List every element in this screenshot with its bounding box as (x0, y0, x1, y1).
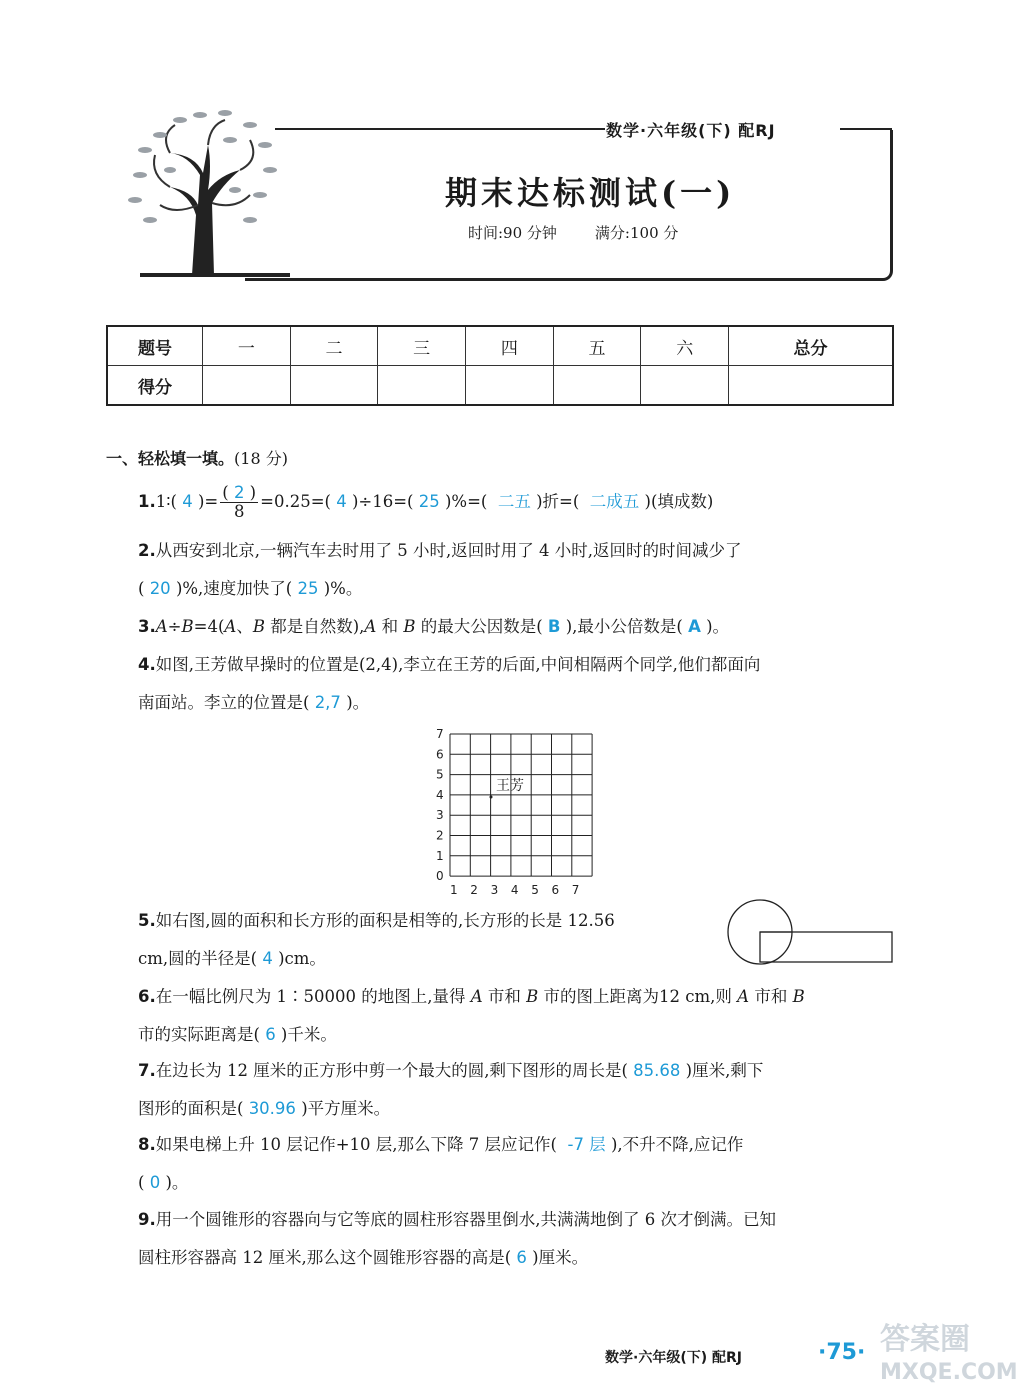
question-8: 8.如果电梯上升 10 层记作+10 层,那么下降 7 层应记作( -7 层 ),不升不降,应记作 ( 0 )。 (138, 1135, 744, 1192)
question-9 (138, 1201, 776, 1277)
question-number: 9. (138, 1210, 156, 1229)
question-text: )。 (346, 693, 370, 712)
watermark-url: MXQE.COM (880, 1360, 1018, 1385)
score-field[interactable] (466, 366, 554, 406)
answer: 6 (265, 1025, 276, 1044)
denominator: 8 (233, 502, 245, 521)
question-note: (填成数) (650, 492, 714, 511)
table-cell: 四 (466, 326, 554, 366)
answer: -7 层 (567, 1135, 606, 1154)
question-4 (138, 646, 760, 722)
exam-info (468, 222, 716, 243)
table-row (107, 366, 893, 406)
y-tick-label: 1 (436, 848, 444, 863)
score-table (106, 325, 894, 406)
answer: 二成五 (589, 492, 640, 511)
y-tick-label: 5 (436, 767, 444, 782)
answer: A (688, 617, 701, 636)
x-tick-label: 4 (510, 883, 519, 898)
question-number: 5. (138, 911, 156, 930)
question-number: 2. (138, 541, 156, 560)
full-score: 满分:100 分 (594, 224, 679, 242)
coordinate-grid (430, 728, 605, 898)
question-text: )平方厘米。 (301, 1099, 391, 1118)
question-number: 4. (138, 655, 156, 674)
question-text: 用一个圆锥形的容器向与它等底的圆柱形容器里倒水,共满满地倒了 6 次才倒满。已知 (155, 1210, 776, 1229)
score-field[interactable] (729, 366, 893, 406)
circle-rectangle-figure (722, 898, 897, 970)
section-points: (18 分) (234, 449, 288, 468)
x-tick-label: 1 (450, 883, 458, 898)
y-tick-label: 3 (436, 808, 444, 823)
answer: 85.68 (633, 1061, 681, 1080)
question-text: )cm。 (278, 949, 326, 968)
question-text: )。 (165, 1173, 189, 1192)
table-cell: 二 (290, 326, 378, 366)
y-tick-label: 0 (436, 869, 444, 884)
question-text: 在边长为 12 厘米的正方形中剪一个最大的圆,剩下图形的周长是( (155, 1061, 628, 1080)
table-row (107, 326, 893, 366)
question-text: )%,速度加快了( (175, 579, 293, 598)
x-tick-label: 3 (490, 883, 499, 898)
y-tick-label: 7 (436, 727, 444, 741)
x-tick-label: 7 (571, 883, 580, 898)
question-text: 南面站。李立的位置是( (138, 693, 310, 712)
question-number: 3. (138, 617, 156, 636)
answer: B (547, 617, 561, 636)
y-tick-label: 6 (436, 747, 444, 762)
answer: 4 (336, 492, 347, 511)
table-cell: 总分 (729, 326, 893, 366)
table-cell: 三 (378, 326, 466, 366)
question-text: )%。 (323, 579, 363, 598)
answer: 4 (182, 492, 193, 511)
question-text: cm,圆的半径是( (138, 949, 258, 968)
question-text: 如果电梯上升 10 层记作+10 层,那么下降 7 层应记作( (155, 1135, 557, 1154)
question-7 (138, 1052, 763, 1128)
question-number: 6. (138, 987, 156, 1006)
page-number-value: 75 (826, 1340, 857, 1365)
section-title: 一、轻松填一填。 (106, 449, 235, 468)
answer: 2,7 (314, 693, 341, 712)
question-text: 圆柱形容器高 12 厘米,那么这个圆锥形容器的高是( (138, 1248, 512, 1267)
score-field[interactable] (553, 366, 641, 406)
table-cell: 得分 (107, 366, 203, 406)
question-6: 6.在一幅比例尺为 1∶50000 的地图上,量得 A 市和 B 市的图上距离为12 cm,则 A 市和 B 市的实际距离是( 6 )千米。 (138, 987, 805, 1044)
question-text: 图形的面积是( (138, 1099, 244, 1118)
position-dot (490, 796, 493, 799)
x-tick-label: 6 (551, 883, 560, 898)
page-number: ·75· (818, 1340, 866, 1365)
answer: 2 (233, 483, 245, 502)
y-tick-label: 2 (436, 828, 444, 843)
score-field[interactable] (203, 366, 291, 406)
answer: 0 (149, 1173, 161, 1192)
x-tick-label: 2 (470, 883, 478, 898)
question-number: 7. (138, 1061, 156, 1080)
section-heading (106, 446, 288, 469)
answer: 25 (297, 579, 319, 598)
grid-label-wangfang: 王芳 (496, 778, 524, 794)
y-tick-label: 4 (436, 787, 444, 802)
question-text: 从西安到北京,一辆汽车去时用了 5 小时,返回时用了 4 小时,返回时的时间减少了 (155, 541, 742, 560)
footer-subject: 数学·六年级(下) 配RJ (605, 1350, 742, 1366)
table-cell: 六 (641, 326, 729, 366)
answer: 20 (149, 579, 171, 598)
watermark-logo: 答案圈 (880, 1322, 970, 1357)
question-text: )厘米,剩下 (685, 1061, 764, 1080)
subject-label: 数学·六年级(下) 配RJ (606, 121, 776, 140)
question-text: )厘米。 (532, 1248, 589, 1267)
question-number: 8. (138, 1135, 156, 1154)
table-cell: 一 (203, 326, 291, 366)
fraction: $\frac{( 2 )}{8}$ (222, 483, 257, 521)
question-text: 如图,王芳做早操时的位置是(2,4),李立在王芳的后面,中间相隔两个同学,他们都面向 (155, 655, 761, 674)
time-limit: 时间:90 分钟 (468, 224, 557, 242)
answer: 30.96 (248, 1099, 296, 1118)
question-5 (138, 902, 615, 978)
table-cell: 五 (553, 326, 641, 366)
score-field[interactable] (290, 366, 378, 406)
question-3: 3.A÷B=4(A、B 都是自然数),A 和 B 的最大公因数是( B ),最小公倍数是( A )。 (138, 617, 730, 636)
x-tick-label: 5 (531, 883, 539, 898)
question-1: 1.1∶( 4 )= $\frac{( 2 )}{8}$ =0.25=( 4 )÷16=( 25 )%=( 二五 )折=( 二成五 )(填成数) (138, 483, 714, 521)
question-2: 2.从西安到北京,一辆汽车去时用了 5 小时,返回时用了 4 小时,返回时的时间减少了 ( 20 )%,速度加快了( 25 )%。 (138, 541, 742, 598)
question-number: 1. (138, 492, 156, 511)
table-cell: 题号 (107, 326, 203, 366)
score-field[interactable] (641, 366, 729, 406)
answer: 25 (418, 492, 440, 511)
answer: 4 (262, 949, 273, 968)
answer: 二五 (497, 492, 531, 511)
page-title: 期末达标测试(一) (445, 174, 736, 212)
answer: 6 (516, 1248, 527, 1267)
question-text: 如右图,圆的面积和长方形的面积是相等的,长方形的长是 12.56 (155, 911, 615, 930)
score-field[interactable] (378, 366, 466, 406)
question-text: ),不升不降,应记作 (610, 1135, 744, 1154)
